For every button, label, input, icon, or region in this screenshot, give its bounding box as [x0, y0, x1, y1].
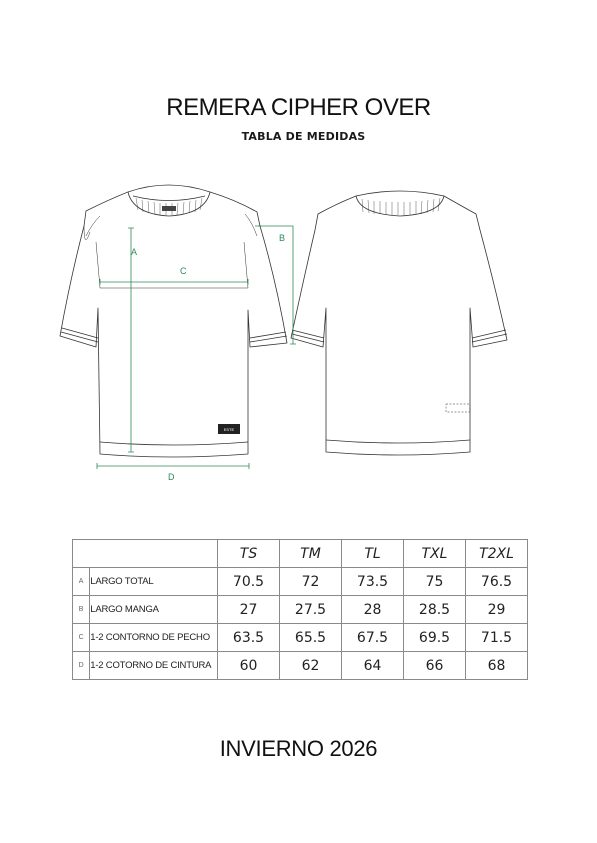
front-view	[60, 185, 287, 457]
measurement-guides	[97, 226, 296, 469]
cell-value: 29	[466, 596, 528, 624]
size-header-ts: TS	[218, 540, 280, 568]
row-letter: B	[73, 596, 90, 624]
cell-value: 76.5	[466, 568, 528, 596]
cell-value: 69.5	[404, 624, 466, 652]
cell-value: 72	[280, 568, 342, 596]
size-header-t2xl: T2XL	[466, 540, 528, 568]
back-view	[291, 191, 507, 455]
table-corner	[73, 540, 218, 568]
cell-value: 28	[342, 596, 404, 624]
product-title: REMERA CIPHER OVER	[166, 94, 431, 121]
size-header-tm: TM	[280, 540, 342, 568]
row-label: 1-2 CONTORNO DE PECHO	[90, 624, 218, 652]
size-header-row	[73, 540, 528, 568]
cell-value: 64	[342, 652, 404, 680]
cell-value: 63.5	[218, 624, 280, 652]
size-header-txl: TXL	[404, 540, 466, 568]
cell-value: 27	[218, 596, 280, 624]
cell-value: 66	[404, 652, 466, 680]
cell-value: 75	[404, 568, 466, 596]
measure-label-a: A	[131, 247, 138, 257]
brand-label-tag: ESTE	[223, 427, 235, 432]
table-row	[73, 652, 528, 680]
row-label: LARGO MANGA	[90, 596, 218, 624]
cell-value: 60	[218, 652, 280, 680]
table-row	[73, 624, 528, 652]
cell-value: 62	[280, 652, 342, 680]
size-header-tl: TL	[342, 540, 404, 568]
cell-value: 70.5	[218, 568, 280, 596]
table-row	[73, 568, 528, 596]
cell-value: 27.5	[280, 596, 342, 624]
table-row	[73, 596, 528, 624]
row-letter: C	[73, 624, 90, 652]
cell-value: 65.5	[280, 624, 342, 652]
cell-value: 73.5	[342, 568, 404, 596]
row-label: 1-2 COTORNO DE CINTURA	[90, 652, 218, 680]
cell-value: 67.5	[342, 624, 404, 652]
cell-value: 68	[466, 652, 528, 680]
size-chart-heading: TABLA DE MEDIDAS	[241, 130, 366, 143]
row-letter: D	[73, 652, 90, 680]
measure-label-b: B	[279, 233, 286, 243]
measure-label-d: D	[168, 472, 175, 482]
cell-value: 71.5	[466, 624, 528, 652]
cell-value: 28.5	[404, 596, 466, 624]
row-letter: A	[73, 568, 90, 596]
size-table	[72, 539, 528, 680]
season-footer: INVIERNO 2026	[219, 736, 378, 761]
row-label: LARGO TOTAL	[90, 568, 218, 596]
measure-label-c: C	[180, 266, 187, 276]
